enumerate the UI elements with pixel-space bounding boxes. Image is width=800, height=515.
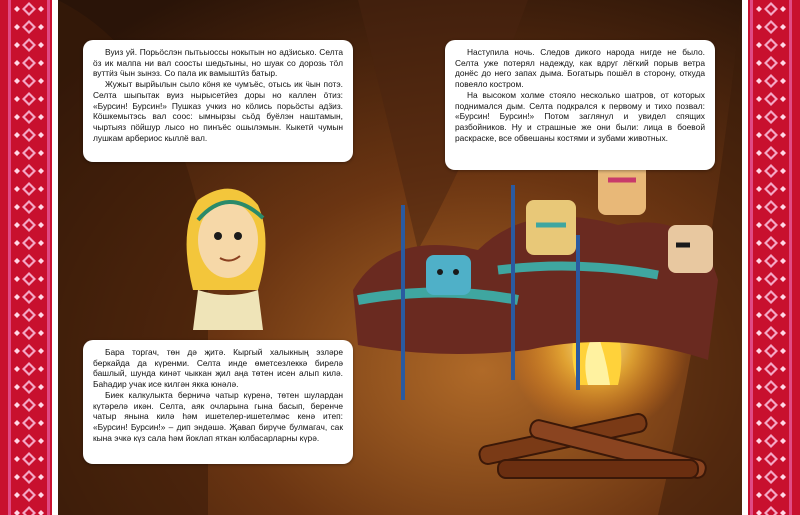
hero-selta (187, 189, 266, 330)
bandit-mask-4 (668, 225, 713, 273)
tatar-paragraph-2: Биек калкулыкта берничә чатыр күренә, төтен шулардан күтәрелә икән. Селта, аяк очларына гына басып, беренче чатыр янына килә һәм ишетелер-ишетелмәс кенә итеп: «Бурсин! Бурсин!» – дип эндәшә. Җавап бирүче булмагач, сак кына эчкә күз сала һәм йоклап яткан юлбасарларны күрә. (93, 389, 343, 443)
udmurt-text-box (83, 40, 353, 162)
tatar-text-box (83, 340, 353, 464)
udmurt-paragraph-1: Вуиз уй. Порьӧслэн пытьыоссы нокытын но адӟисько. Селта ӧз ик малпа ни вал соосты шедьтыны, но шуак со дорозь тӧл вуттӥз ӵын зынэз. Со пала ик вамыштӥз батыр. (93, 47, 343, 79)
left-ornamental-border (0, 0, 58, 515)
tatar-paragraph-1: Бара торгач, төн дә җитә. Кыргый халыкның эзләре беркайда да күренми. Селта инде өметсезлеккә бирелә башлый, шунда кинәт чыккан җил аңа төтен исен алып килә. Баһадир учак исе килгән якка юнәлә. (93, 347, 343, 390)
udmurt-paragraph-2: Жужыт вырйылын сыло кӧня ке чумъёс, отысь ик ӵын потэ. Селта шыпытак вуиз нырысетӥез доры но каллен ӧтиз: «Бурсин! Бурсин!» Пушказ учкиз но кӧлись порьӧсты адӟиз. Кӧшкемытэсь вал соос: ымнырзы сьӧд буёлэн наштамын, чыртыяз пӧйшур лысо но пинъёс ошылэмын. Кыкетӥ чумын лушкам арбериос кыллё вал. (93, 79, 343, 143)
russian-paragraph-1: Наступила ночь. Следов дикого народа нигде не было. Селта уже потерял надежду, как вдруг лёгкий порыв ветра донёс до него запах дыма. Богатырь пошёл в сторону, откуда повеяло костром. (455, 47, 705, 90)
right-ornamental-border (742, 0, 800, 515)
russian-text-box (445, 40, 715, 170)
russian-paragraph-2: На высоком холме стояло несколько шатров, от которых поднимался дым. Селта подкрался к первому и тихо позвал: «Бурсин! Бурсин!» Потом заглянул и увидел спящих разбойников. Ну и страшные же они были: лица в боевой раскраске, все обвешаны костями и зубами животных. (455, 89, 705, 143)
bandit-mask-1 (426, 255, 471, 295)
